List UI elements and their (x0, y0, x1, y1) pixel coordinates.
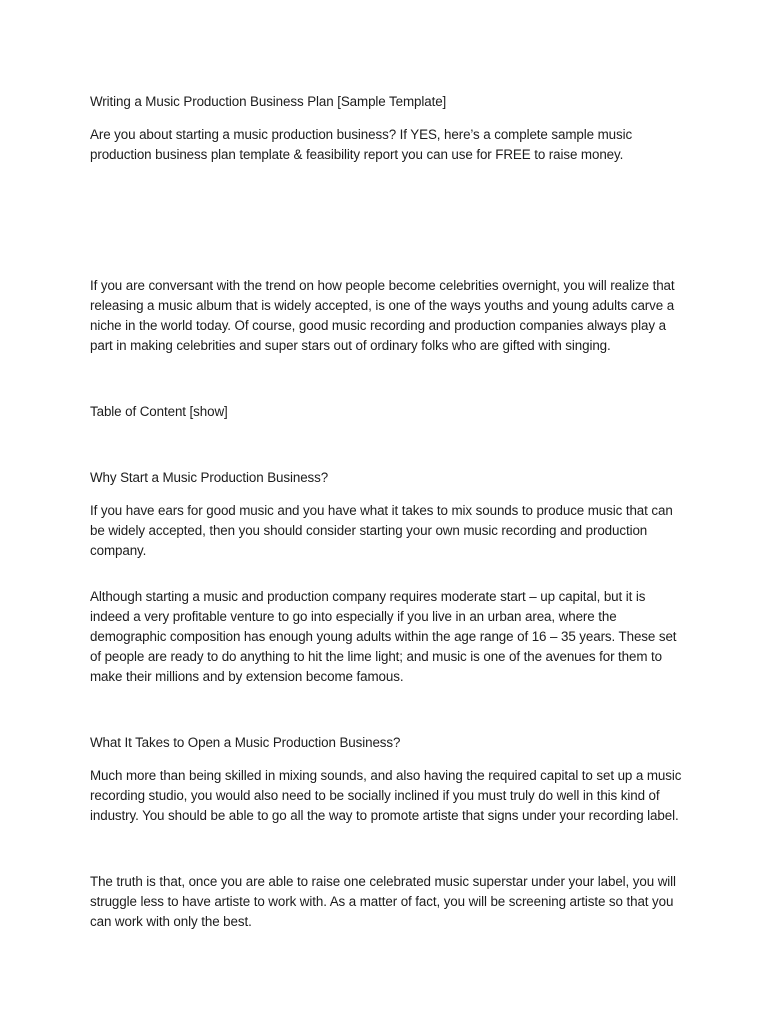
table-of-content-toggle[interactable]: Table of Content [show] (90, 404, 228, 419)
why-start-paragraph-1: If you have ears for good music and you have what it takes to mix sounds to produce music that can be widely accepted, then you should consider starting your own music recording and production company. (90, 503, 673, 558)
document-title: Writing a Music Production Business Plan [Sample Template] (90, 94, 447, 109)
what-it-takes-heading: What It Takes to Open a Music Production Business? (90, 735, 401, 750)
trend-paragraph: If you are conversant with the trend on how people become celebrities overnight, you will realize that releasing a music album that is widely accepted, is one of the ways youths and young adults carve a niche in the world today. Of course, good music recording and production companies always play a part in making celebrities and super stars out of ordinary folks who are gifted with singing. (90, 278, 675, 353)
why-start-heading: Why Start a Music Production Business? (90, 470, 329, 485)
what-it-takes-paragraph-2: The truth is that, once you are able to raise one celebrated music superstar under your label, you will struggle less to have artiste to work with. As a matter of fact, you will be screening artiste so that you can work with only the best. (90, 874, 676, 929)
intro-paragraph: Are you about starting a music production business? If YES, here’s a complete sample music production business plan template & feasibility report you can use for FREE to raise money. (90, 127, 633, 162)
what-it-takes-paragraph-1: Much more than being skilled in mixing sounds, and also having the required capital to set up a music recording studio, you would also need to be socially inclined if you must truly do well in this kind of industry. You should be able to go all the way to promote artiste that signs under your recording label. (90, 768, 682, 823)
why-start-paragraph-2: Although starting a music and production company requires moderate start – up capital, but it is indeed a very profitable venture to go into especially if you live in an urban area, where the demographic composition has enough young adults within the age range of 16 – 35 years. These set of people are ready to do anything to hit the lime light; and music is one of the avenues for them to make their millions and by extension become famous. (90, 589, 677, 684)
